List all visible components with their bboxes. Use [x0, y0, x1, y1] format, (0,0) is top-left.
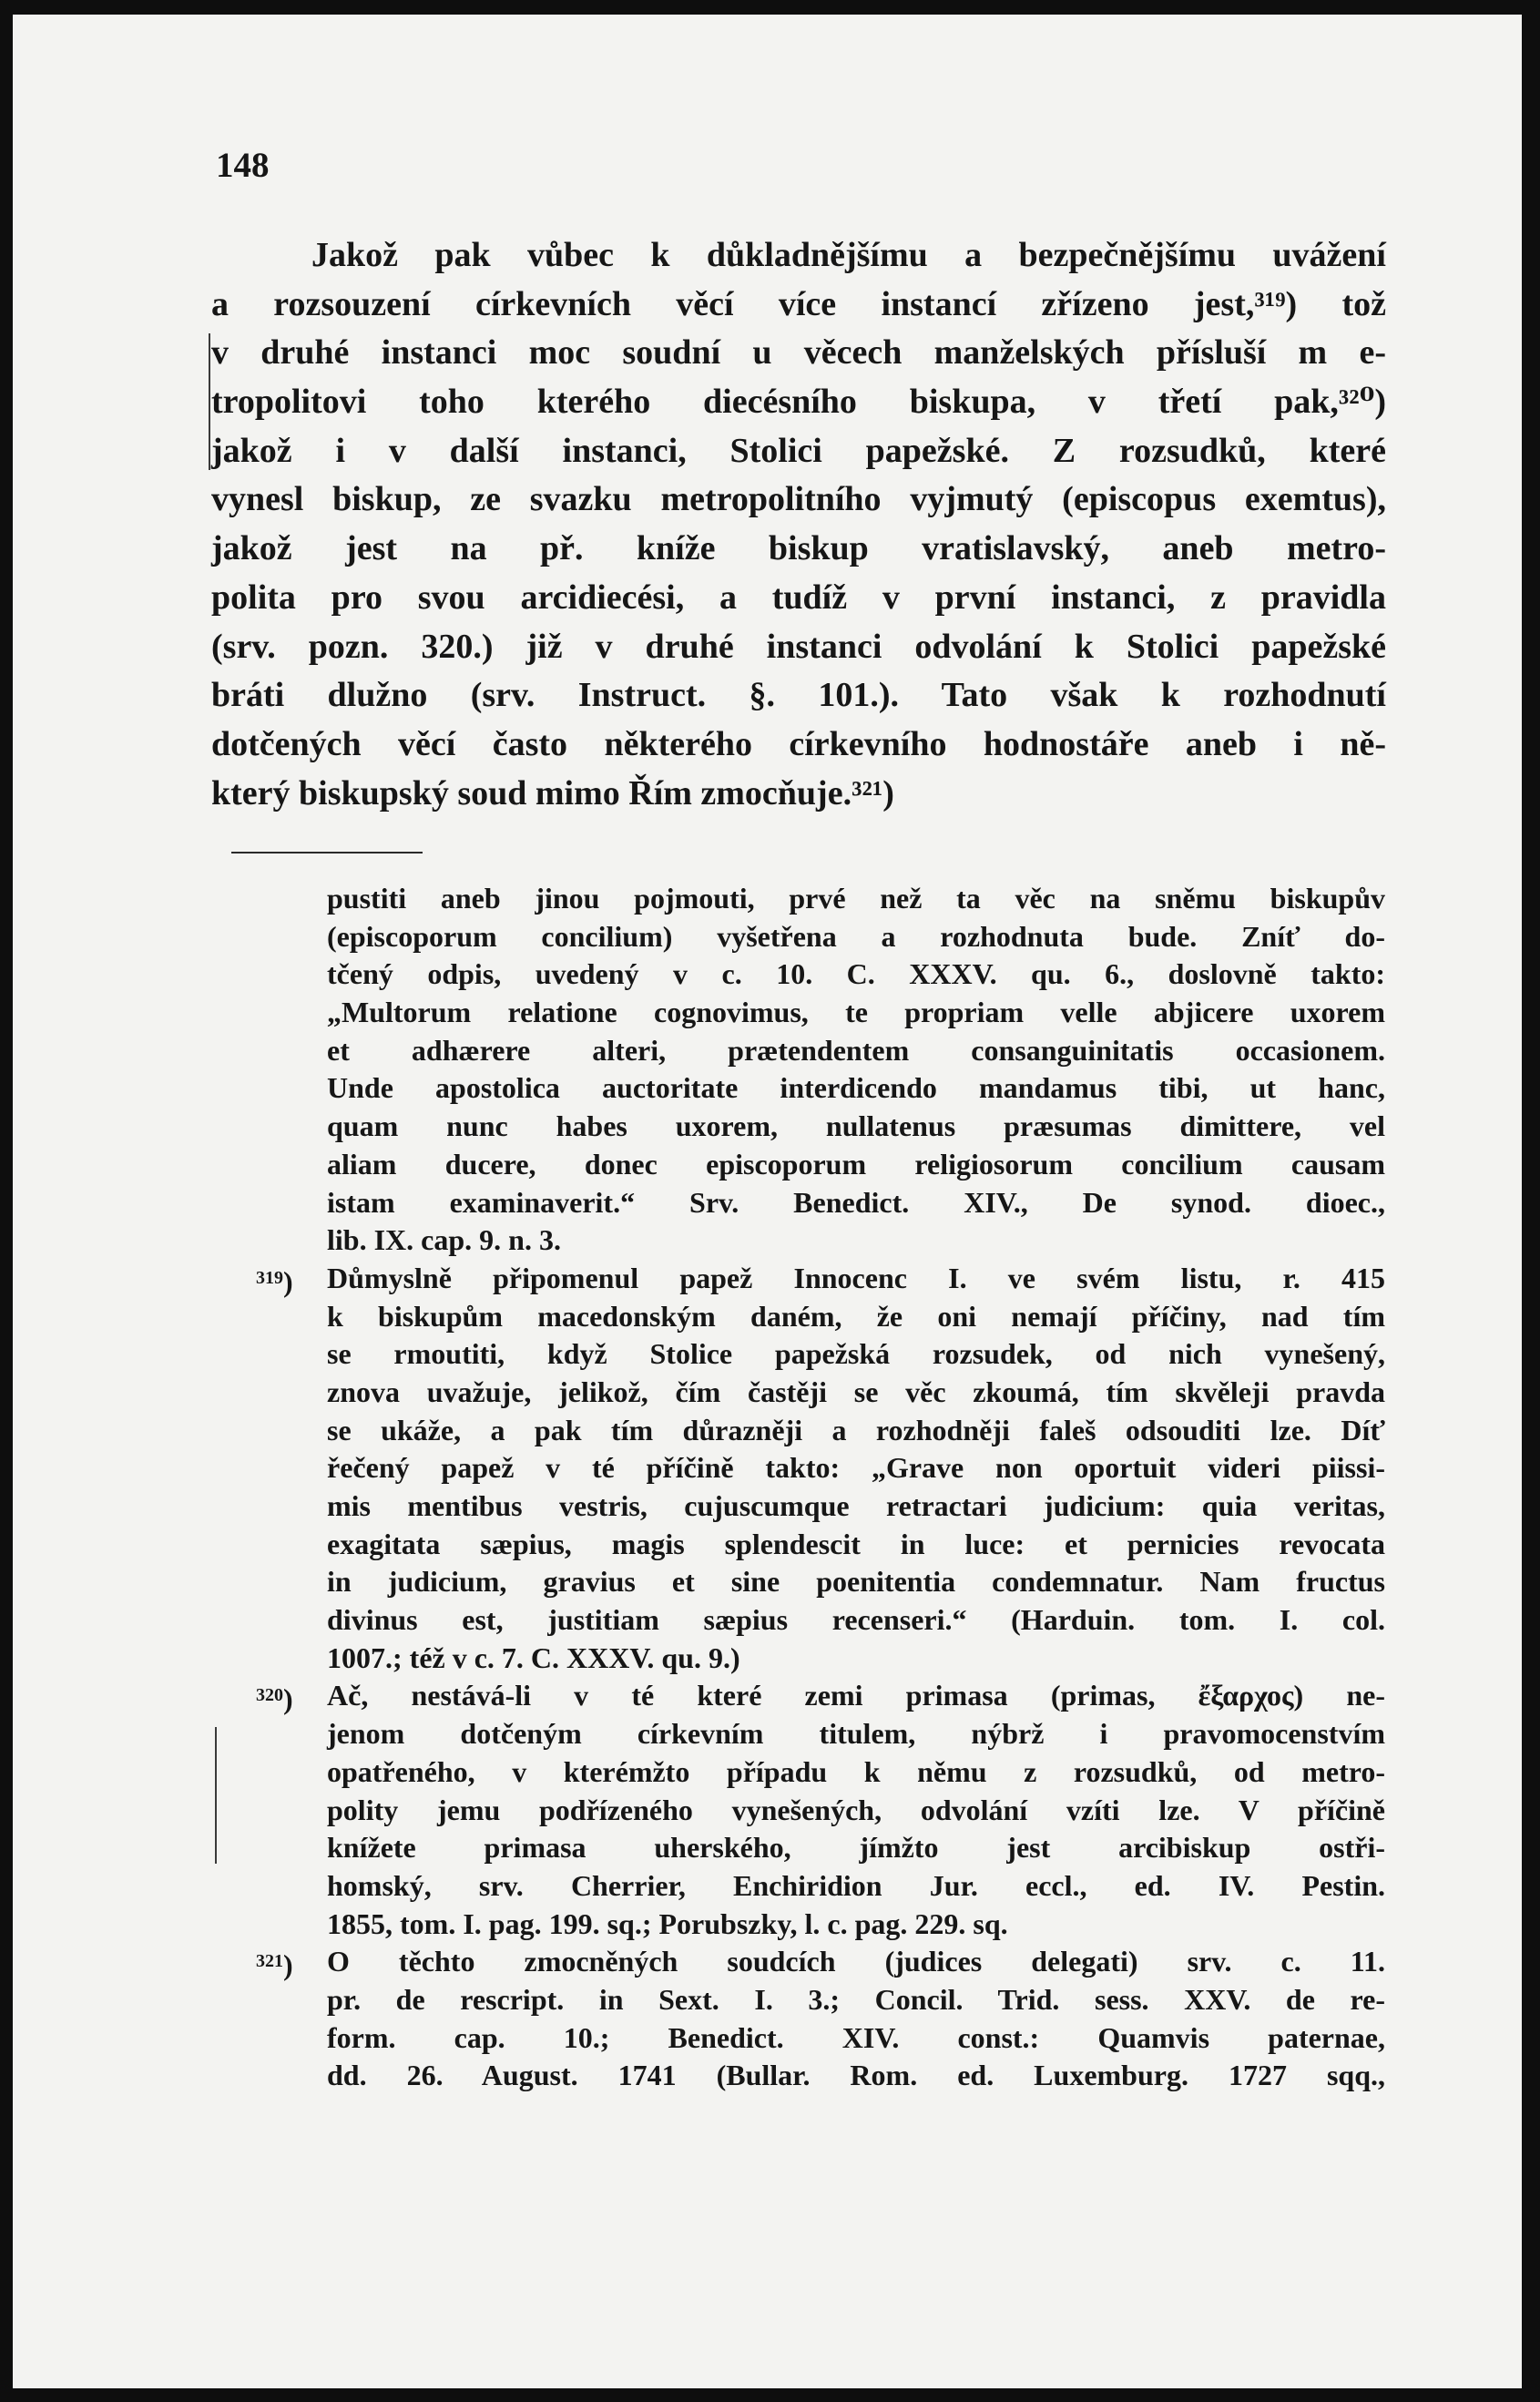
footnote-line: [327, 1146, 1385, 1184]
footnotes: [256, 880, 1385, 2095]
footnote-line: [256, 1943, 1385, 1982]
footnote-text: jenom dotčeným církevním titulem, nýbrž i pravomocenstvím: [327, 1717, 1385, 1751]
footnote-text: homský, srv. Cherrier, Enchiridion Jur. eccl., ed. IV. Pestin.: [327, 1868, 1385, 1902]
main-line: v druhé instanci moc soudní u věcech manželských přísluší m e-: [211, 333, 1386, 373]
main-line: (srv. pozn. 320.) již v druhé instanci odvolání k Stolici papežské: [211, 627, 1386, 666]
footnote-text: „Multorum relatione cognovimus, te propriam velle abjicere uxorem: [327, 996, 1385, 1029]
margin-pencil-mark: [215, 1727, 217, 1864]
footnote-line: [327, 1412, 1385, 1450]
main-line: dotčených věcí často některého církevního hodnostáře aneb i ně-: [211, 724, 1386, 763]
footnote-text: Ač, nestává-li v té které zemi primasa (primas, ἔξαρχος) ne-: [327, 1679, 1385, 1712]
main-line: a rozsouzení církevních věcí více instancí zřízeno jest,³¹⁹) tož: [211, 284, 1386, 323]
footnote-text: form. cap. 10.; Benedict. XIV. const.: Quamvis paternae,: [327, 2020, 1385, 2054]
footnote-line: [327, 2057, 1385, 2095]
footnote-line: [327, 880, 1385, 918]
book-page: [13, 15, 1522, 2388]
footnote-text: Důmyslně připomenul papež Innocenc I. ve svém listu, r. 415: [327, 1261, 1385, 1294]
main-line: vynesl biskup, ze svazku metropolitního vyjmutý (episcopus exemtus),: [211, 480, 1386, 519]
footnote: [256, 1260, 1385, 1678]
footnote-text: 1007.; též v c. 7. C. XXXV. qu. 9.): [327, 1641, 740, 1674]
footnote-line: [327, 1563, 1385, 1601]
main-line: tropolitovi toho kterého diecésního biskupa, v třetí pak,³²⁰): [211, 383, 1386, 422]
footnote-line: [327, 1032, 1385, 1070]
footnote-line: [327, 2019, 1385, 2058]
footnote-text: se rmoutiti, když Stolice papežská rozsudek, od nich vynešený,: [327, 1337, 1385, 1371]
footnote: [256, 1943, 1385, 2095]
footnote-line: [327, 1526, 1385, 1564]
footnote-text: k biskupům macedonským daném, že oni nemají příčiny, nad tím: [327, 1299, 1385, 1333]
footnote-line: [327, 1829, 1385, 1867]
footnote-text: in judicium, gravius et sine poenitentia condemnatur. Nam fructus: [327, 1565, 1385, 1599]
footnote-text: se ukáže, a pak tím důrazněji a rozhodněji faleš odsouditi lze. Díť: [327, 1413, 1385, 1446]
footnote-text: mis mentibus vestris, cujuscumque retractari judicium: quia veritas,: [327, 1489, 1385, 1522]
main-line: jakož jest na př. kníže biskup vratislavský, aneb metro-: [211, 529, 1386, 568]
footnote-line: [327, 1069, 1385, 1108]
footnote-text: 1855, tom. I. pag. 199. sq.; Porubszky, l. c. pag. 229. sq.: [327, 1906, 1008, 1940]
footnote-text: aliam ducere, donec episcoporum religiosorum concilium causam: [327, 1147, 1385, 1181]
main-line: polita pro svou arcidiecési, a tudíž v první instanci, z pravidla: [211, 578, 1386, 617]
footnote-line: [256, 1677, 1385, 1716]
footnote-line: [327, 1449, 1385, 1487]
footnote-text: et adhærere alteri, prætendentem consanguinitatis occasionem.: [327, 1033, 1385, 1067]
footnote-text: divinus est, justitiam sæpius recenseri.“ (Harduin. tom. I. col.: [327, 1603, 1385, 1637]
footnote-line: [327, 918, 1385, 956]
footnote-line: [327, 1640, 1385, 1678]
footnote-text: řečený papež v té příčině takto: „Grave non oportuit videri piissi-: [327, 1451, 1385, 1485]
footnote-text: O těchto zmocněných soudcích (judices delegati) srv. c. 11.: [327, 1945, 1385, 1978]
footnote-text: exagitata sæpius, magis splendescit in luce: et pernicies revocata: [327, 1527, 1385, 1560]
footnote-text: tčený odpis, uvedený v c. 10. C. XXXV. qu. 6., doslovně takto:: [327, 957, 1385, 991]
footnote-line: [327, 994, 1385, 1032]
footnote-line: [327, 1298, 1385, 1336]
footnote-text: pustiti aneb jinou pojmouti, prvé než ta věc na sněmu biskupův: [327, 882, 1385, 915]
footnote-text: dd. 26. August. 1741 (Bullar. Rom. ed. Luxemburg. 1727 sqq.,: [327, 2059, 1385, 2092]
footnote-line: [327, 1374, 1385, 1412]
footnote-line: [327, 1184, 1385, 1222]
footnote-line: [327, 1753, 1385, 1792]
footnote-marker: $^{319}$): [256, 1264, 293, 1298]
footnote-line: [256, 1260, 1385, 1298]
footnote-text: znova uvažuje, jelikož, čím častěji se věc zkoumá, tím skvěleji pravda: [327, 1375, 1385, 1408]
footnote-line: [327, 1108, 1385, 1146]
footnote: [327, 880, 1385, 1260]
footnote: [256, 1677, 1385, 1943]
footnote-text: lib. IX. cap. 9. n. 3.: [327, 1223, 561, 1257]
footnote-text: quam nunc habes uxorem, nullatenus præsumas dimittere, vel: [327, 1109, 1385, 1143]
footnote-line: [327, 1601, 1385, 1640]
main-line: který biskupský soud mimo Řím zmocňuje.³²¹): [211, 773, 894, 813]
footnote-line: [327, 1221, 1385, 1260]
margin-pencil-mark: [209, 333, 210, 470]
footnote-text: knížete primasa uherského, jímžto jest arcibiskup ostři-: [327, 1831, 1385, 1865]
footnote-text: polity jemu podřízeného vynešených, odvolání vzíti lze. V příčině: [327, 1793, 1385, 1826]
footnote-text: opatřeného, v kterémžto případu k němu z rozsudků, od metro-: [327, 1754, 1385, 1788]
main-text: [211, 231, 1386, 818]
footnote-text: pr. de rescript. in Sext. I. 3.; Concil. Trid. sess. XXV. de re-: [327, 1982, 1385, 2016]
footnote-line: [327, 1792, 1385, 1830]
main-line: bráti dlužno (srv. Instruct. §. 101.). Tato však k rozhodnutí: [211, 676, 1386, 715]
main-line: jakož i v další instanci, Stolici papežské. Z rozsudků, které: [211, 431, 1386, 470]
footnote-line: [327, 1335, 1385, 1374]
main-line: Jakož pak vůbec k důkladnějšímu a bezpečnějšímu uvážení: [311, 236, 1386, 274]
footnote-text: (episcoporum concilium) vyšetřena a rozhodnuta bude. Zníť do-: [327, 919, 1385, 953]
footnote-marker: $^{320}$): [256, 1682, 293, 1716]
page-number: 148: [216, 146, 270, 185]
footnote-separator: [231, 852, 423, 853]
footnote-marker: $^{321}$): [256, 1948, 293, 1982]
footnote-text: Unde apostolica auctoritate interdicendo mandamus tibi, ut hanc,: [327, 1071, 1385, 1105]
footnote-line: [327, 1867, 1385, 1906]
footnote-line: [327, 1715, 1385, 1753]
footnote-line: [327, 956, 1385, 994]
footnote-line: [327, 1981, 1385, 2019]
footnote-line: [327, 1487, 1385, 1526]
footnote-line: [327, 1906, 1385, 1944]
footnote-text: istam examinaverit.“ Srv. Benedict. XIV., De synod. dioec.,: [327, 1185, 1385, 1219]
